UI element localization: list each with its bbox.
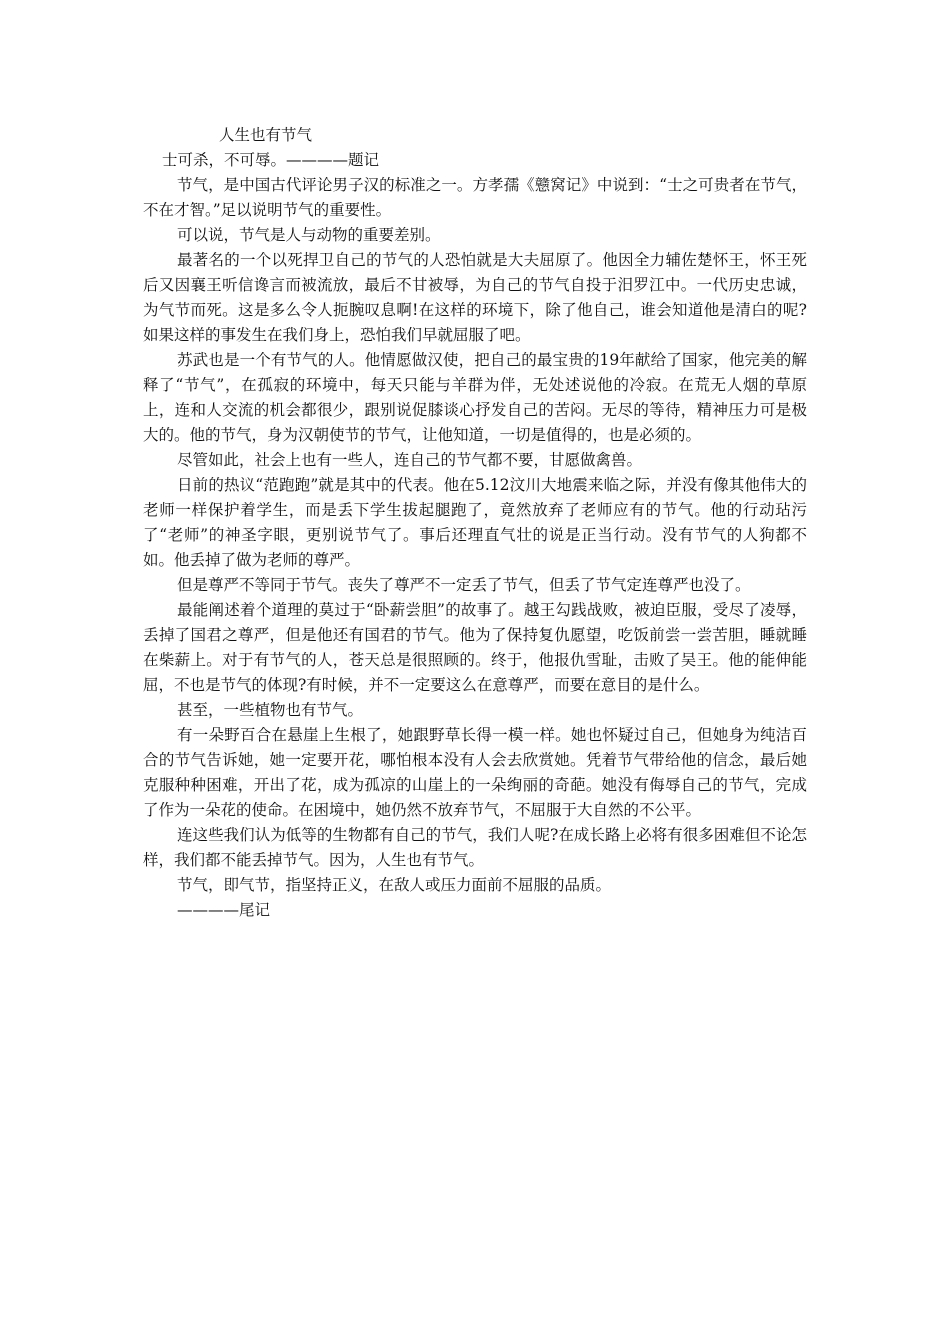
paragraph: 日前的热议“范跑跑”就是其中的代表。他在5.12汶川大地震来临之际，并没有像其他伟大的老师一样保护着学生，而是丢下学生拔起腿跑了，竟然放弃了老师应有的节气。他的行动玷污了“老师”的神圣字眼，更别说节气了。事后还理直气壮的说是正当行动。没有节气的人狗都不如。他丢掉了做为老师的尊严。 — [143, 476, 807, 569]
paragraph: 可以说，节气是人与动物的重要差别。 — [177, 226, 441, 244]
paragraph: 苏武也是一个有节气的人。他情愿做汉使，把自己的最宝贵的19年献给了国家，他完美的解释了“节气”，在孤寂的环境中，每天只能与羊群为伴，无处述说他的冷寂。在荒无人烟的草原上，连和人交流的机会都很少，跟别说促膝谈心抒发自己的苦闷。无尽的等待，精神压力可是极大的。他的节气，身为汉朝使节的节气，让他知道，一切是值得的，也是必须的。 — [143, 351, 807, 444]
paragraph: 尽管如此，社会上也有一些人，连自己的节气都不要，甘愿做禽兽。 — [177, 451, 643, 469]
paragraph: 节气，即气节，指坚持正义，在敌人或压力面前不屈服的品质。 — [177, 876, 612, 894]
document-body — [143, 173, 807, 898]
paragraph: 最能阐述着个道理的莫过于“卧薪尝胆”的故事了。越王勾践战败，被迫臣服，受尽了凌辱，丢掉了国君之尊严，但是他还有国君的节气。他为了保持复仇愿望，吃饭前尝一尝苦胆，睡就睡在柴薪上。对于有节气的人，苍天总是很照顾的。终于，他报仇雪耻，击败了吴王。他的能伸能屈，不也是节气的体现?有时候，并不一定要这么在意尊严，而要在意目的是什么。 — [143, 601, 807, 694]
paragraph: 有一朵野百合在悬崖上生根了，她跟野草长得一模一样。她也怀疑过自己，但她身为纯洁百合的节气告诉她，她一定要开花，哪怕根本没有人会去欣赏她。凭着节气带给他的信念，最后她克服种种困难，开出了花，成为孤凉的山崖上的一朵绚丽的奇葩。她没有侮辱自己的节气，完成了作为一朵花的使命。在困境中，她仍然不放弃节气，不屈服于大自然的不公平。 — [143, 726, 807, 819]
epigraph: 士可杀，不可辱。————题记 — [162, 151, 380, 169]
document-title: 人生也有节气 — [219, 126, 313, 144]
document-page — [143, 123, 807, 923]
paragraph: 但是尊严不等同于节气。丧失了尊严不一定丢了节气，但丢了节气定连尊严也没了。 — [177, 576, 751, 594]
closing-note: ————尾记 — [177, 901, 271, 919]
paragraph: 节气，是中国古代评论男子汉的标准之一。方孝孺《戆窝记》中说到：“士之可贵者在节气，不在才智。”足以说明节气的重要性。 — [143, 176, 807, 219]
paragraph: 甚至，一些植物也有节气。 — [177, 701, 364, 719]
paragraph: 连这些我们认为低等的生物都有自己的节气，我们人呢?在成长路上必将有很多困难但不论怎样，我们都不能丢掉节气。因为，人生也有节气。 — [143, 826, 807, 869]
paragraph: 最著名的一个以死捍卫自己的节气的人恐怕就是大夫屈原了。他因全力辅佐楚怀王，怀王死后又因襄王听信谗言而被流放，最后不甘被辱，为自己的节气自投于汨罗江中。一代历史忠诚，为气节而死。这是多么令人扼腕叹息啊!在这样的环境下，除了他自己，谁会知道他是清白的呢?如果这样的事发生在我们身上，恐怕我们早就屈服了吧。 — [143, 251, 807, 344]
